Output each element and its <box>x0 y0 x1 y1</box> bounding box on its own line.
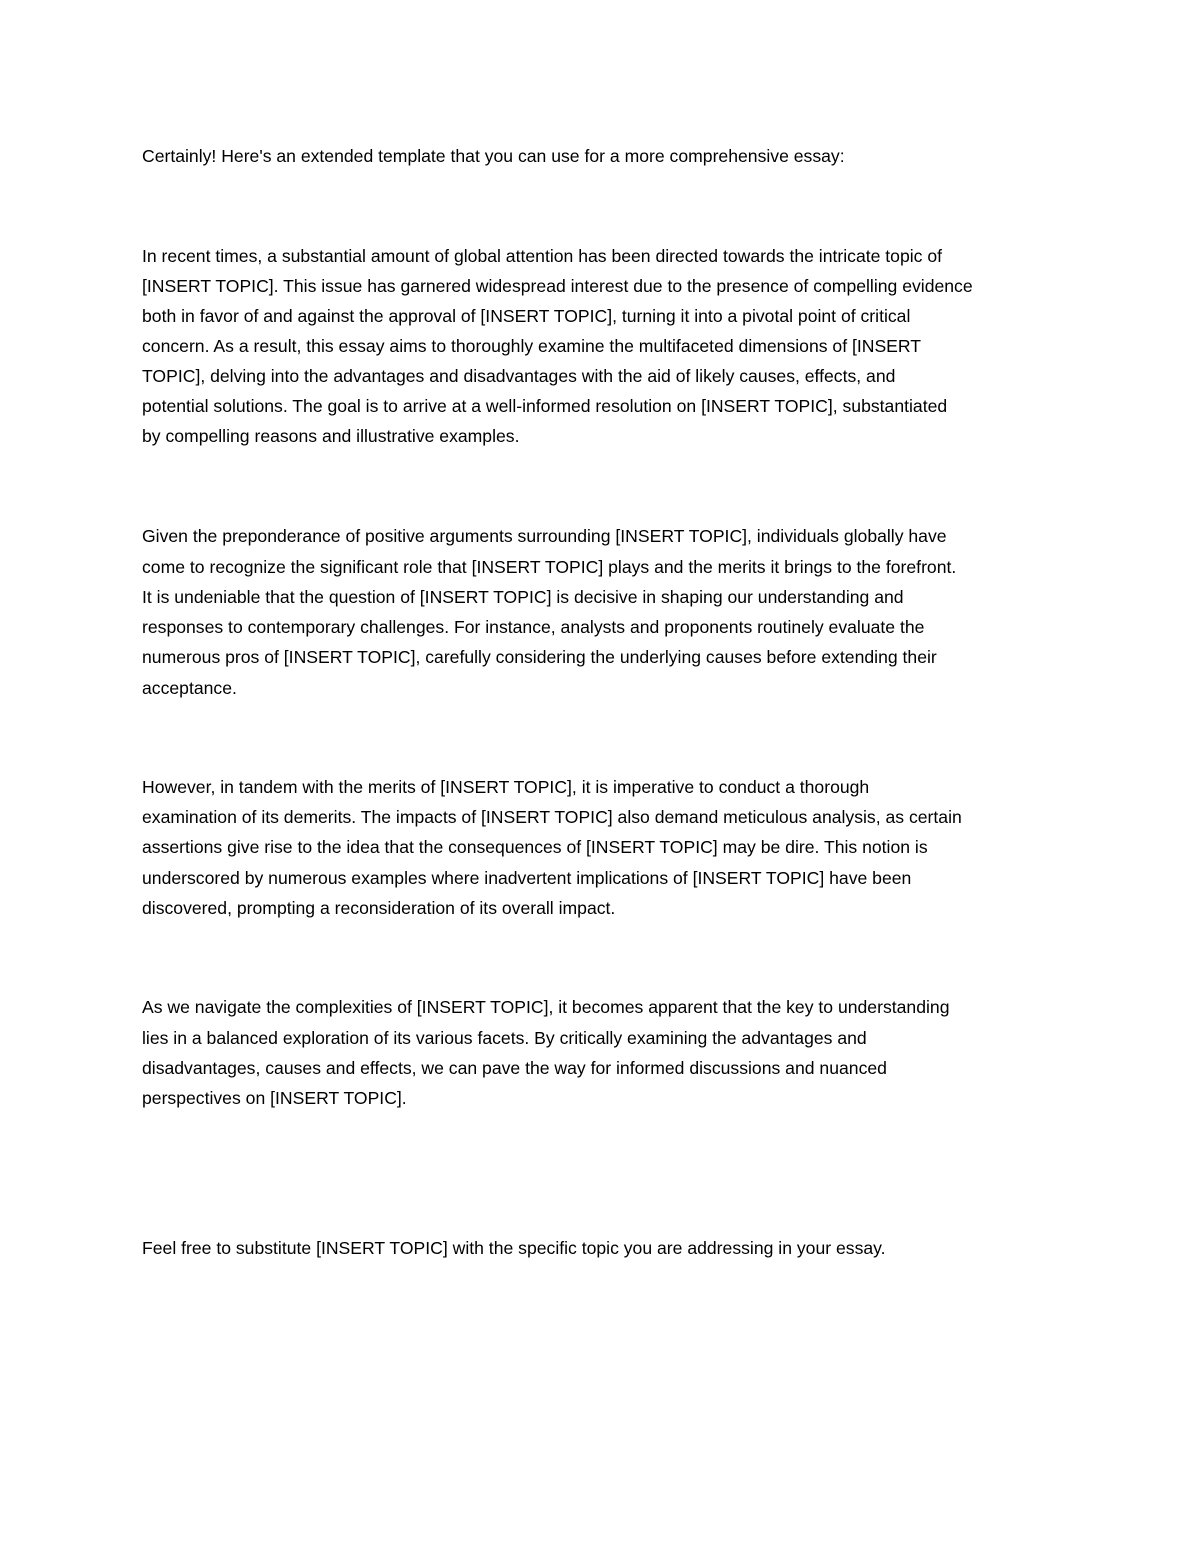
paragraph-line: [INSERT TOPIC]. This issue has garnered widespread interest due to the presence of compelling evidence <box>142 276 973 296</box>
paragraph-line: However, in tandem with the merits of [INSERT TOPIC], it is imperative to conduct a thorough <box>142 777 870 797</box>
paragraph-line: examination of its demerits. The impacts of [INSERT TOPIC] also demand meticulous analysis, as certain <box>142 807 962 827</box>
paragraph-line: responses to contemporary challenges. For instance, analysts and proponents routinely evaluate the <box>142 617 925 637</box>
paragraph-line: concern. As a result, this essay aims to thoroughly examine the multifaceted dimensions of [INSERT <box>142 336 922 356</box>
paragraph-line: disadvantages, causes and effects, we can pave the way for informed discussions and nuanced <box>142 1058 887 1078</box>
paragraph-line: Given the preponderance of positive arguments surrounding [INSERT TOPIC], individuals globally have <box>142 526 947 546</box>
paragraph-line: both in favor of and against the approval of [INSERT TOPIC], turning it into a pivotal point of critical <box>142 306 911 326</box>
paragraph-line: As we navigate the complexities of [INSERT TOPIC], it becomes apparent that the key to understanding <box>142 997 950 1017</box>
paragraph-line: come to recognize the significant role that [INSERT TOPIC] plays and the merits it brings to the forefront. <box>142 557 957 577</box>
paragraph-line: discovered, prompting a reconsideration of its overall impact. <box>142 898 616 918</box>
paragraph-line: underscored by numerous examples where inadvertent implications of [INSERT TOPIC] have been <box>142 868 912 888</box>
paragraph-line: In recent times, a substantial amount of global attention has been directed towards the intricate topic of <box>142 246 943 266</box>
closing-line: Feel free to substitute [INSERT TOPIC] with the specific topic you are addressing in your essay. <box>142 1238 886 1258</box>
paragraph-line: assertions give rise to the idea that the consequences of [INSERT TOPIC] may be dire. This notion is <box>142 837 928 857</box>
paragraph-line: It is undeniable that the question of [INSERT TOPIC] is decisive in shaping our understanding and <box>142 587 904 607</box>
paragraph-line: TOPIC], delving into the advantages and disadvantages with the aid of likely causes, effects, and <box>142 366 896 386</box>
paragraph-line: by compelling reasons and illustrative examples. <box>142 426 520 446</box>
paragraph-line: numerous pros of [INSERT TOPIC], carefully considering the underlying causes before extending their <box>142 647 937 667</box>
paragraph-line: lies in a balanced exploration of its various facets. By critically examining the advantages and <box>142 1028 867 1048</box>
paragraph-line: acceptance. <box>142 678 237 698</box>
intro-line: Certainly! Here's an extended template that you can use for a more comprehensive essay: <box>142 146 845 166</box>
paragraph-line: perspectives on [INSERT TOPIC]. <box>142 1088 407 1108</box>
paragraph-line: potential solutions. The goal is to arrive at a well-informed resolution on [INSERT TOPIC], substantiated <box>142 396 948 416</box>
